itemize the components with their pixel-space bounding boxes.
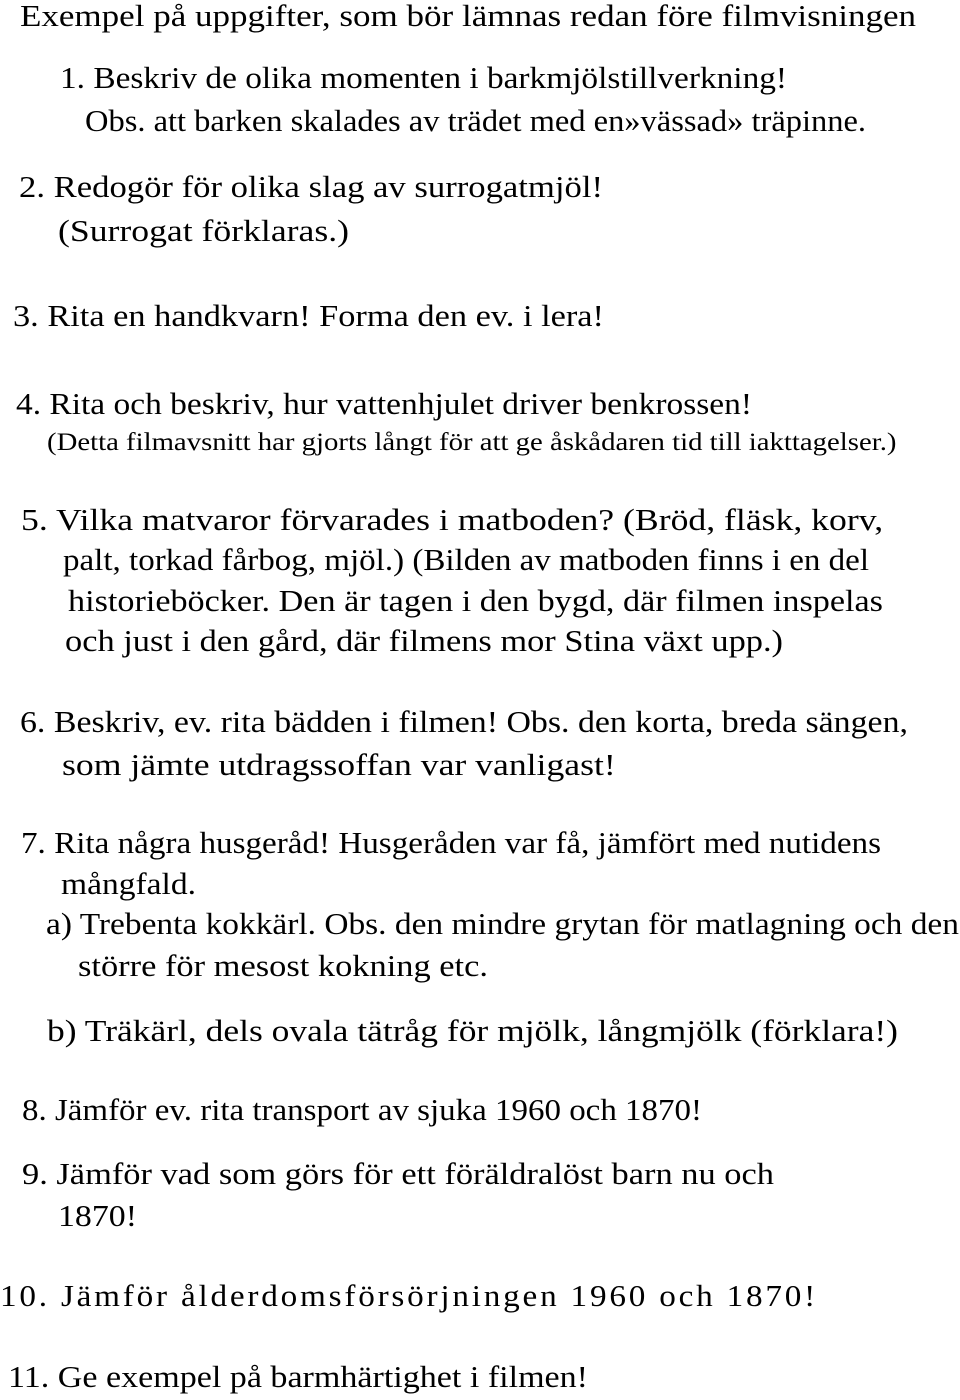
question-7a-line-1: a) Trebenta kokkärl. Obs. den mindre grytan för matlagning och den bbox=[46, 906, 959, 941]
question-7-line-2: mångfald. bbox=[61, 866, 197, 901]
question-7a-line-2: större för mesost kokning etc. bbox=[78, 948, 489, 983]
question-9-line-2: 1870! bbox=[58, 1198, 137, 1233]
question-1-line-2: Obs. att barken skalades av trädet med en»vässad» träpinne. bbox=[85, 103, 867, 138]
question-5-line-1: 5. Vilka matvaror förvarades i matboden? (Bröd, fläsk, korv, bbox=[21, 502, 884, 537]
question-9-line-1: 9. Jämför vad som görs för ett föräldralöst barn nu och bbox=[22, 1156, 774, 1191]
question-11-line-1: 11. Ge exempel på barmhärtighet i filmen! bbox=[8, 1359, 589, 1394]
question-6-line-1: 6. Beskriv, ev. rita bädden i filmen! Obs. den korta, breda sängen, bbox=[20, 704, 908, 739]
question-10-line-1: 10. Jämför ålderdomsförsörjningen 1960 och 1870! bbox=[0, 1278, 818, 1313]
question-6-line-2: som jämte utdragssoffan var vanligast! bbox=[62, 747, 616, 782]
question-4-line-2: (Detta filmavsnitt har gjorts långt för att ge åskådaren tid till iakttagelser.) bbox=[47, 429, 897, 456]
question-7-line-1: 7. Rita några husgeråd! Husgeråden var få, jämfört med nutidens bbox=[21, 825, 882, 860]
question-2-line-1: 2. Redogör för olika slag av surrogatmjöl! bbox=[19, 169, 603, 204]
question-5-line-3: historieböcker. Den är tagen i den bygd, där filmen inspelas bbox=[68, 583, 883, 618]
question-5-line-4: och just i den gård, där filmens mor Stina växt upp.) bbox=[65, 623, 784, 658]
page-heading: Exempel på uppgifter, som bör lämnas redan före filmvisningen bbox=[20, 0, 917, 33]
question-7b-line-1: b) Träkärl, dels ovala tätråg för mjölk, långmjölk (förklara!) bbox=[47, 1013, 898, 1048]
question-4-line-1: 4. Rita och beskriv, hur vattenhjulet driver benkrossen! bbox=[16, 386, 752, 421]
question-1-line-1: 1. Beskriv de olika momenten i barkmjölstillverkning! bbox=[60, 60, 788, 95]
question-8-line-1: 8. Jämför ev. rita transport av sjuka 1960 och 1870! bbox=[22, 1092, 702, 1127]
question-2-line-2: (Surrogat förklaras.) bbox=[58, 213, 349, 248]
question-3-line-1: 3. Rita en handkvarn! Forma den ev. i lera! bbox=[13, 298, 604, 333]
question-5-line-2: palt, torkad fårbog, mjöl.) (Bilden av matboden finns i en del bbox=[63, 542, 869, 577]
